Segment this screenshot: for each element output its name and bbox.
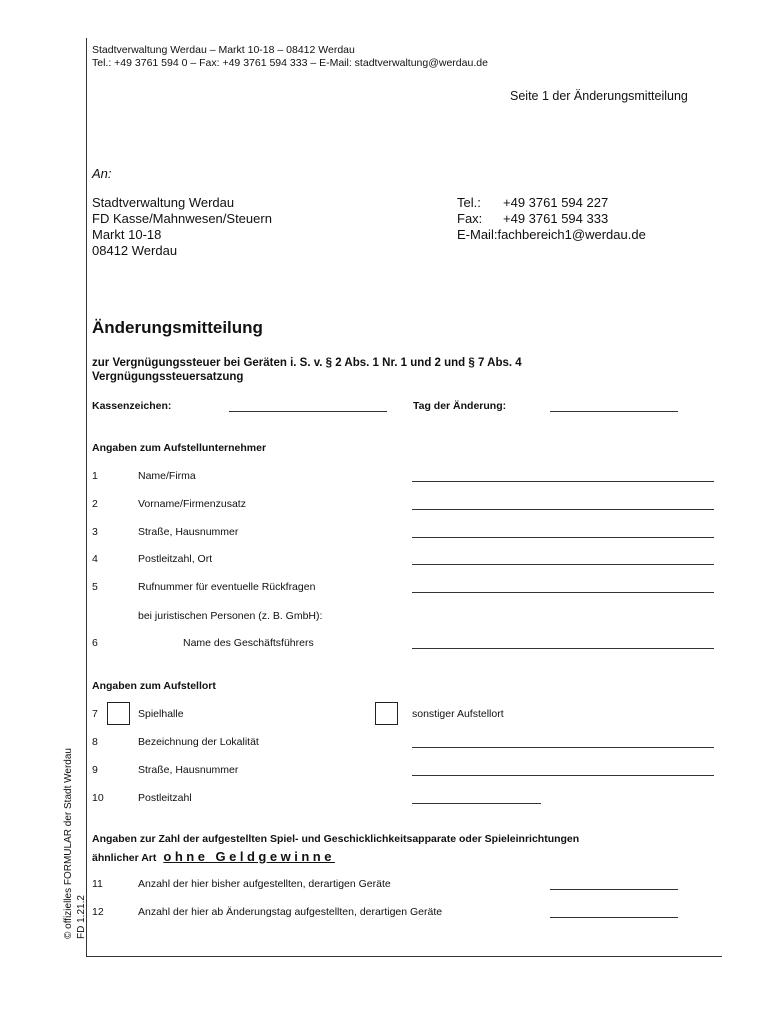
row-number: 3: [92, 526, 98, 538]
spielhalle-checkbox[interactable]: [107, 702, 130, 725]
recipient-line: Markt 10-18: [92, 227, 162, 242]
contact-key-tel: Tel.:: [457, 195, 481, 210]
row-label: Bezeichnung der Lokalität: [138, 736, 259, 748]
kassenzeichen-field[interactable]: [229, 411, 387, 412]
recipient-line: Stadtverwaltung Werdau: [92, 195, 235, 210]
ohne-geldgewinne-emphasis: ohne Geldgewinne: [163, 849, 335, 864]
option-label-sonstiger: sonstiger Aufstellort: [412, 708, 504, 720]
recipient-line: FD Kasse/Mahnwesen/Steuern: [92, 211, 272, 226]
form-subtitle: Vergnügungssteuersatzung: [92, 371, 244, 383]
plz-ort-field[interactable]: [412, 564, 714, 565]
row-label: Straße, Hausnummer: [138, 764, 239, 776]
row-label: Anzahl der hier ab Änderungstag aufgestellten, derartigen Geräte: [138, 906, 443, 918]
anzahl-bisher-field[interactable]: [550, 889, 678, 890]
row-label-note: bei juristischen Personen (z. B. GmbH):: [138, 610, 323, 622]
row-number: 4: [92, 553, 98, 565]
contact-key-fax: Fax:: [457, 211, 483, 226]
vorname-field[interactable]: [412, 509, 714, 510]
row-number: 11: [92, 878, 103, 890]
row-label: Straße, Hausnummer: [138, 526, 239, 538]
geschaeftsfuehrer-field[interactable]: [412, 648, 714, 649]
row-number: 1: [92, 470, 98, 482]
section-heading-aufstellort: Angaben zum Aufstellort: [92, 680, 216, 692]
kassenzeichen-label: Kassenzeichen:: [92, 400, 172, 412]
row-number: 9: [92, 764, 98, 776]
tag-aenderung-label: Tag der Änderung:: [413, 400, 507, 412]
strasse-field[interactable]: [412, 537, 714, 538]
sonstiger-aufstellort-checkbox[interactable]: [375, 702, 398, 725]
row-label: Postleitzahl, Ort: [138, 553, 213, 565]
row-number: 5: [92, 581, 98, 593]
row-number: 8: [92, 736, 98, 748]
side-note: [62, 748, 88, 939]
option-label-spielhalle: Spielhalle: [138, 708, 184, 720]
contact-key-email: E-Mail:: [457, 227, 498, 242]
form-title: Änderungsmitteilung: [92, 318, 263, 337]
side-note-code: FD 1.21.2: [76, 895, 87, 939]
contact-email: [457, 227, 646, 243]
rufnummer-field[interactable]: [412, 592, 714, 593]
row-number: 10: [92, 792, 104, 804]
section-heading-geraete-suffix: ähnlicher Art: [92, 852, 157, 864]
contact-value-fax: +49 3761 594 333: [503, 211, 609, 226]
recipient-label: An:: [92, 166, 112, 181]
row-label: Anzahl der hier bisher aufgestellten, derartigen Geräte: [138, 878, 391, 890]
row-number: 7: [92, 708, 98, 720]
section-heading-unternehmer: Angaben zum Aufstellunternehmer: [92, 442, 267, 454]
contact-value-tel: +49 3761 594 227: [503, 195, 609, 210]
row-label: Postleitzahl: [138, 792, 192, 804]
row-label: Name/Firma: [138, 470, 196, 482]
aufstellort-plz-field[interactable]: [412, 803, 541, 804]
row-number: 12: [92, 906, 104, 918]
recipient-line: 08412 Werdau: [92, 243, 178, 258]
aufstellort-strasse-field[interactable]: [412, 775, 714, 776]
page-info: Seite 1 der Änderungsmitteilung: [510, 89, 688, 103]
tag-aenderung-field[interactable]: [550, 411, 678, 412]
header-address-line: Stadtverwaltung Werdau – Markt 10-18 – 08412 Werdau: [92, 44, 355, 56]
form-subtitle: zur Vergnügungssteuer bei Geräten i. S. v. § 2 Abs. 1 Nr. 1 und 2 und § 7 Abs. 4: [92, 357, 522, 369]
row-number: 6: [92, 637, 98, 649]
lokalitaet-field[interactable]: [412, 747, 714, 748]
name-firma-field[interactable]: [412, 481, 714, 482]
row-label: Vorname/Firmenzusatz: [138, 498, 246, 510]
row-label: Name des Geschäftsführers: [183, 637, 314, 649]
row-number: 2: [92, 498, 98, 510]
section-heading-geraete-2: [92, 849, 335, 864]
side-note-copyright: © offizielles FORMULAR der Stadt Werdau: [63, 748, 74, 939]
row-label: Rufnummer für eventuelle Rückfragen: [138, 581, 316, 593]
contact-value-email: fachbereich1@werdau.de: [497, 227, 646, 242]
anzahl-ab-aenderung-field[interactable]: [550, 917, 678, 918]
section-heading-geraete: Angaben zur Zahl der aufgestellten Spiel- und Geschicklichkeitsapparate oder Spieleinrichtungen: [92, 833, 580, 845]
header-contact-line: Tel.: +49 3761 594 0 – Fax: +49 3761 594 333 – E-Mail: stadtverwaltung@werdau.de: [92, 57, 488, 69]
